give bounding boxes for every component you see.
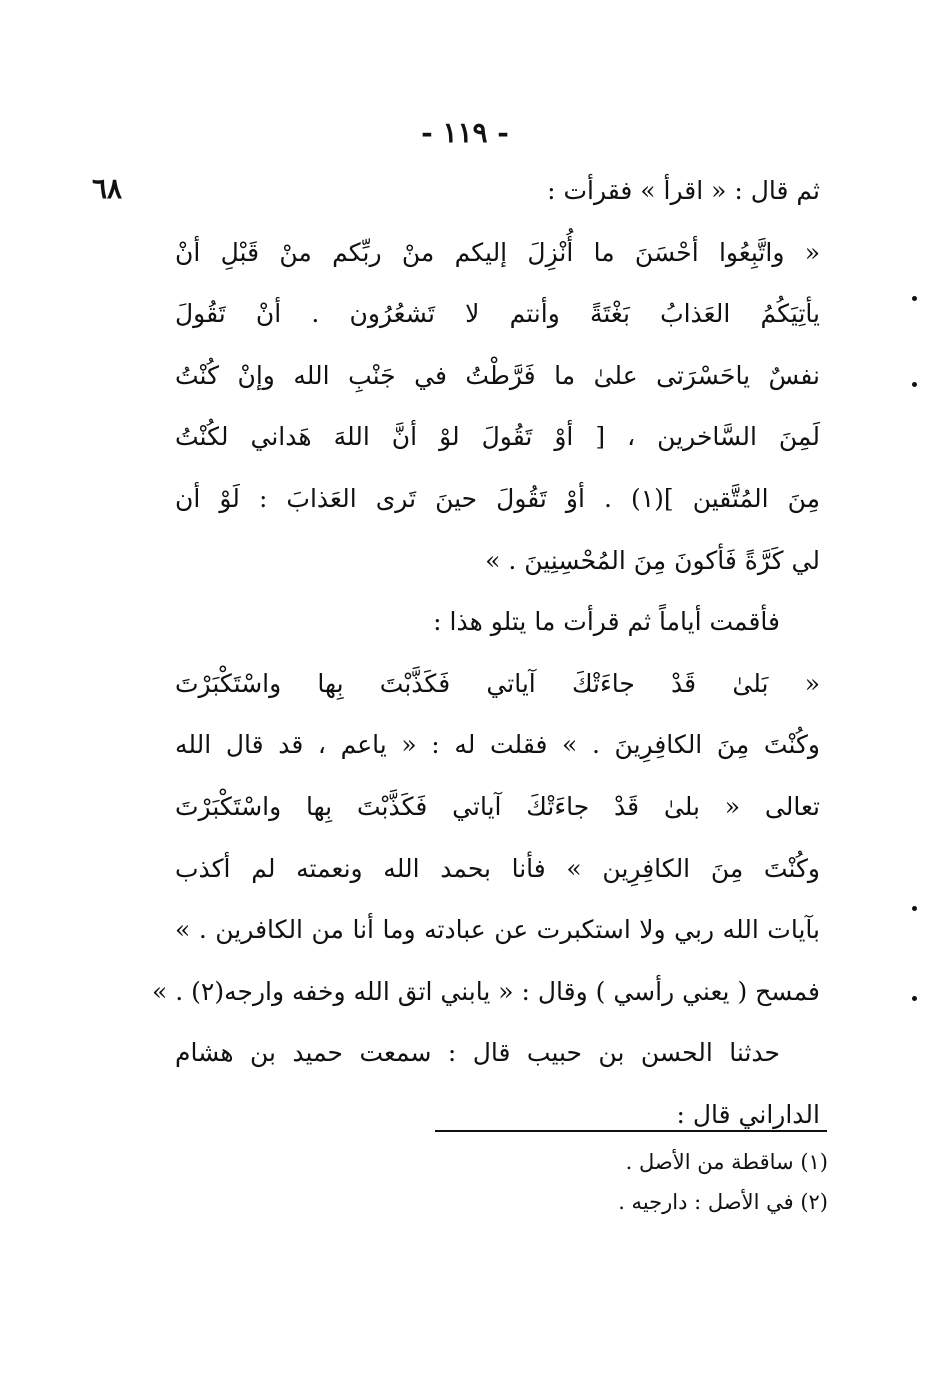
text-line: فمسح ( يعني رأسي ) وقال : « يابني اتق الله وخفه وارجه(٢) . »: [152, 976, 820, 1006]
scan-speck: [912, 996, 917, 1001]
text-line: حدثنا الحسن بن حبيب قال : سمعت حميد بن هشام: [175, 1038, 780, 1068]
scan-speck: [912, 906, 917, 911]
footnotes: [400, 1142, 828, 1222]
footnote: (١) ساقطة من الأصل .: [625, 1150, 828, 1174]
text-line: تعالى « بلىٰ قَدْ جاءَتْكَ آياتي فَكَذَّبْتَ بِها واسْتَكْبَرْتَ: [175, 791, 820, 821]
scan-speck: [912, 296, 917, 301]
text-line: يأتِيَكُمُ العَذابُ بَغْتَةً وأنتم لا تَشعُرُون . أنْ تَقُولَ: [175, 299, 820, 329]
text-line: نفسٌ ياحَسْرَتى علىٰ ما فَرَّطْتُ في جَنْبِ الله وإنْ كُنْتُ: [175, 360, 820, 390]
footnote: (٢) في الأصل : دارجيه .: [618, 1190, 828, 1214]
text-line: وكُنْتَ مِنَ الكافِرِينَ . » فقلت له : « ياعم ، قد قال الله: [175, 730, 820, 760]
main-text: [152, 160, 820, 1146]
text-line: الداراني قال :: [676, 1099, 820, 1129]
page-number: - ١١٩ -: [421, 116, 509, 149]
text-line: « بَلىٰ قَدْ جاءَتْكَ آياتي فَكَذَّبْتَ بِها واسْتَكْبَرْتَ: [175, 668, 820, 698]
text-line: بآيات الله ربي ولا استكبرت عن عبادته وما أنا من الكافرين . »: [175, 915, 820, 945]
text-line: لي كَرَّةً فَأكونَ مِنَ المُحْسِنِينَ . »: [485, 545, 820, 575]
text-line: مِنَ المُتَّقين ](١) . أوْ تَقُولَ حينَ تَرى العَذابَ : لَوْ أن: [175, 483, 820, 513]
margin-page-number: ٦٨: [92, 172, 123, 205]
text-line: « واتَّبِعُوا أحْسَنَ ما أُنْزِلَ إليكم منْ ربِّكم منْ قَبْلِ أنْ: [175, 237, 820, 267]
footnote-divider: [435, 1130, 827, 1132]
scan-speck: [912, 382, 917, 387]
text-line: وكُنْتَ مِنَ الكافِرِين » فأنا بحمد الله ونعمته لم أكذب: [175, 853, 820, 883]
text-line: لَمِنَ السَّاخرين ، [ أوْ تَقُولَ لوْ أنَّ اللهَ هَداني لكُنْتُ: [175, 422, 820, 452]
text-line: فأقمت أياماً ثم قرأت ما يتلو هذا :: [433, 607, 780, 637]
text-line: ثم قال : « اقرأ » فقرأت :: [547, 176, 820, 205]
